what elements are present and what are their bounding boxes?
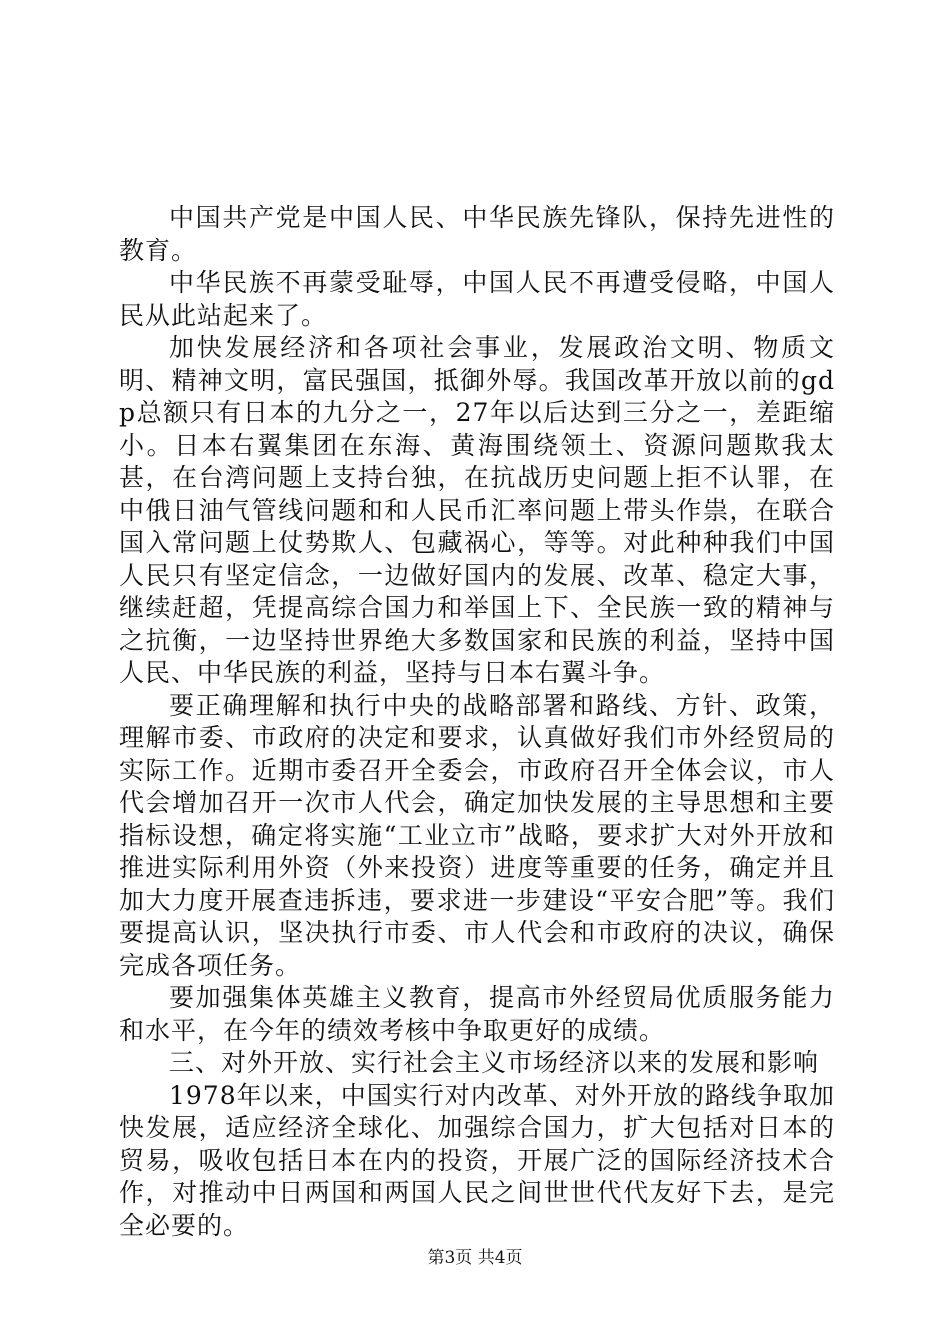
paragraph-2: 中华民族不再蒙受耻辱，中国人民不再遭受侵略，中国人民从此站起来了。 [119,268,835,330]
paragraph-4: 要正确理解和执行中央的战略部署和路线、方针、政策，理解市委、市政府的决定和要求，认真做好我们市外经贸局的实际工作。近期市委召开全委会，市政府召开全体会议，市人代会增加召开一次市人代会，确定加快发展的主导思想和主要指标设想，确定将实施“工业立市”战略，要求扩大对外开放和推进实际利用外资（外来投资）进度等重要的任务，确定并且加大力度开展查违拆违，要求进一步建设“平安合肥”等。我们要提高认识，坚决执行市委、市人代会和市政府的决议，确保完成各项任务。 [119,690,835,980]
page-footer: 第3页 共4页 [427,1248,523,1268]
section-heading: 三、对外开放、实行社会主义市场经济以来的发展和影响 [169,1048,820,1077]
paragraph-3: 加快发展经济和各项社会事业，发展政治文明、物质文明、精神文明，富民强国，抵御外辱。我国改革开放以前的gdp总额只有日本的九分之一，27年以后达到三分之一，差距缩小。日本右翼集团在东海、黄海围绕领土、资源问题欺我太甚，在台湾问题上支持台独，在抗战历史问题上拒不认罪，在中俄日油气管线问题和和人民币汇率问题上带头作祟，在联合国入常问题上仗势欺人、包藏祸心，等等。对此种种我们中国人民只有坚定信念，一边做好国内的发展、改革、稳定大事，继续赶超，凭提高综合国力和举国上下、全民族一致的精神与之抗衡，一边坚持世界绝大多数国家和民族的利益，坚持中国人民、中华民族的利益，坚持与日本右翼斗争。 [119,333,835,687]
paragraph-5: 要加强集体英雄主义教育，提高市外经贸局优质服务能力和水平，在今年的绩效考核中争取更好的成绩。 [119,983,835,1045]
document-body [119,202,835,1242]
paragraph-6: 1978年以来，中国实行对内改革、对外开放的路线争取加快发展，适应经济全球化、加强综合国力，扩大包括对日本的贸易，吸收包括日本在内的投资，开展广泛的国际经济技术合作，对推动中日两国和两国人民之间世世代代友好下去，是完全必要的。 [119,1080,835,1240]
paragraph-1: 中国共产党是中国人民、中华民族先锋队，保持先进性的教育。 [119,203,835,265]
